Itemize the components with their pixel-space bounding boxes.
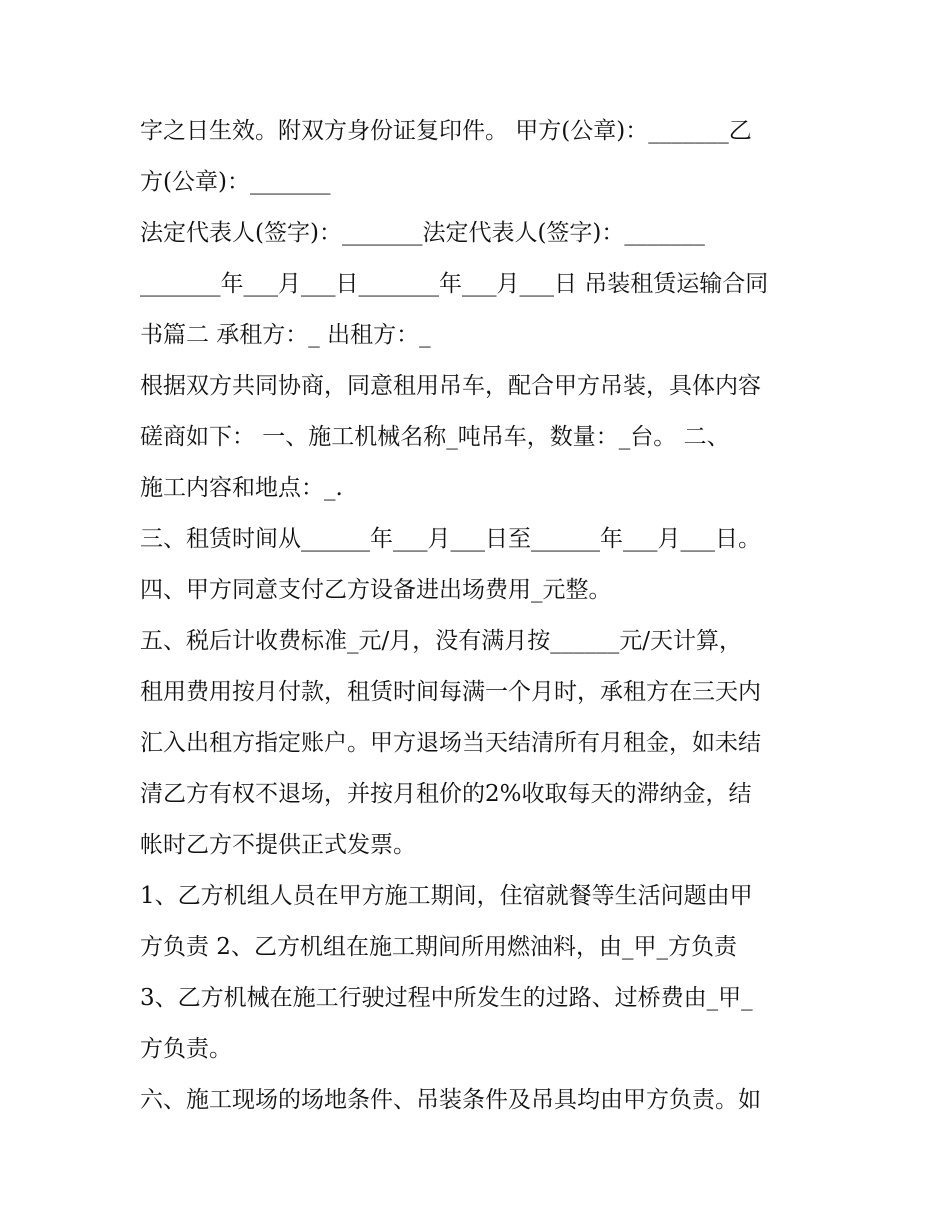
text-line-6: 根据双方共同协商，同意租用吊车，配合甲方吊装，具体内容: [140, 373, 761, 399]
text-line-7: 磋商如下： 一、施工机械名称_吨吊车，数量：_台。 二、: [140, 424, 730, 450]
text-line-5: 书篇二 承租方：_ 出租方：_: [140, 322, 431, 348]
text-line-11: 五、税后计收费标准_元/月，没有满月按______元/天计算，: [140, 628, 742, 654]
text-line-8: 施工内容和地点：_.: [140, 475, 343, 501]
text-line-16: 1、乙方机组人员在甲方施工期间，住宿就餐等生活问题由甲: [140, 883, 753, 909]
text-line-1: 字之日生效。附双方身份证复印件。 甲方(公章)：_______乙: [140, 118, 752, 144]
text-line-15: 帐时乙方不提供正式发票。: [140, 832, 416, 858]
text-line-9: 三、租赁时间从______年___月___日至______年___月___日。: [140, 526, 761, 552]
text-line-3: 法定代表人(签字)：_______法定代表人(签字)：_______: [140, 220, 705, 246]
text-line-4: _______年___月___日_______年___月___日 吊装租赁运输合同: [140, 271, 769, 297]
text-line-20: 六、施工现场的场地条件、吊装条件及吊具均由甲方负责。如: [140, 1087, 761, 1113]
text-line-13: 汇入出租方指定账户。甲方退场当天结清所有月租金，如未结: [140, 730, 761, 756]
text-line-17: 方负责 2、乙方机组在施工期间所用燃油料，由_甲_方负责: [140, 934, 737, 960]
text-line-19: 方负责。: [140, 1036, 232, 1062]
text-line-2: 方(公章)：_______: [140, 169, 331, 195]
text-line-14: 清乙方有权不退场，并按月租价的2%收取每天的滞纳金，结: [140, 781, 752, 807]
text-line-12: 租用费用按月付款，租赁时间每满一个月时，承租方在三天内: [140, 679, 761, 705]
document-page: [140, 106, 820, 1126]
text-line-10: 四、甲方同意支付乙方设备进出场费用_元整。: [140, 577, 612, 603]
text-line-18: 3、乙方机械在施工行驶过程中所发生的过路、过桥费由_甲_: [140, 985, 753, 1011]
